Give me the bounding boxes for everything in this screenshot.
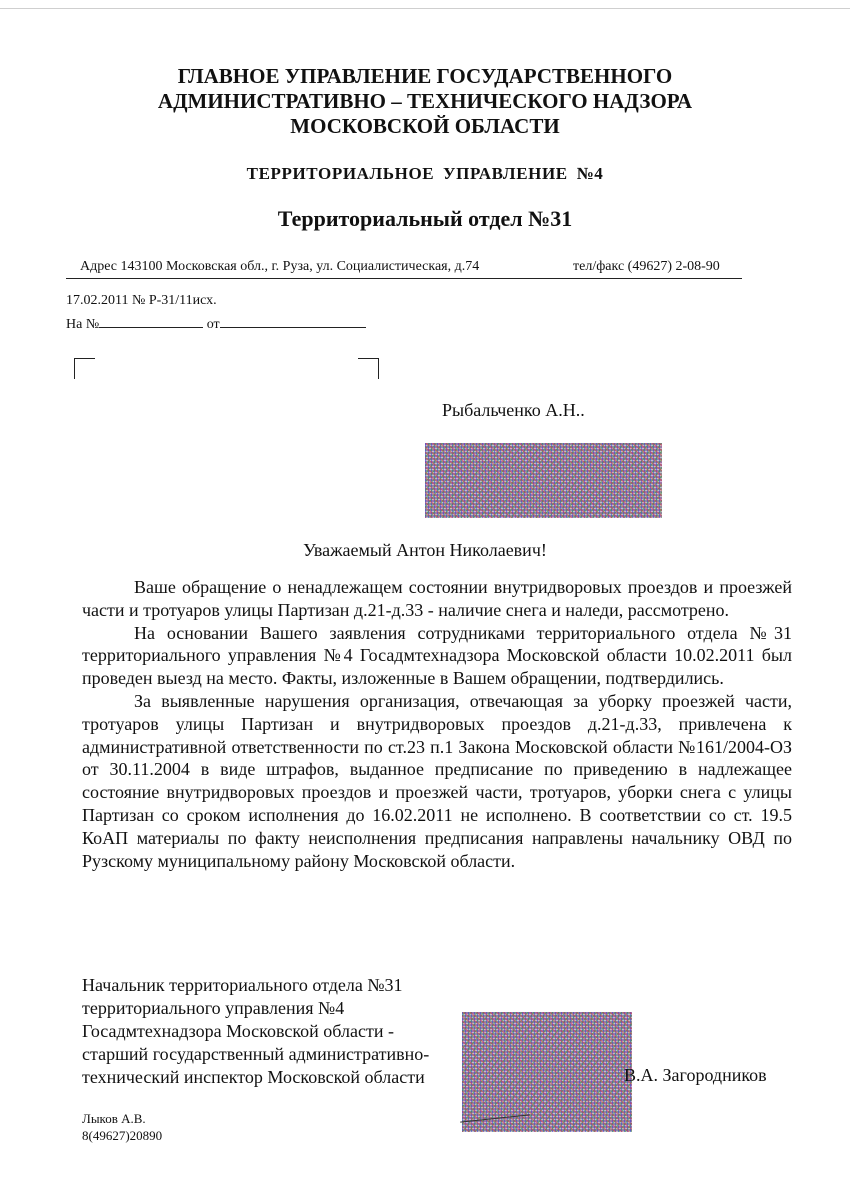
reference-date-blank [220, 314, 366, 328]
redacted-recipient-address [425, 443, 662, 518]
body-paragraph-3: За выявленные нарушения организация, отвечающая за уборку проезжей части, тротуаров улицы Партизан и внутридворовых проездов д.21-д.33, привлечена к административной ответственности по ст.23 п.1 Закона Московской области №161/2004-ОЗ от 30.11.2004 в виде штрафов, выданное предписание по приведению в надлежащее состояние внутридворовых проездов и проезжей части, тротуаров, уборки снега с улицы Партизан со сроком исполнения до 16.02.2011 не исполнено. В соответствии со ст. 19.5 КоАП материалы по факту неисполнения предписания направлены начальнику ОВД по Рузскому муниципальному району Московской области. [82, 690, 792, 871]
address-line: Адрес 143100 Московская обл., г. Руза, ул. Социалистическая, д.74 [80, 259, 480, 274]
address-block-corner-right [358, 358, 379, 379]
reference-prefix: На № [66, 317, 100, 332]
scan-top-edge [0, 8, 850, 9]
body-paragraph-1: Ваше обращение о ненадлежащем состоянии внутридворовых проездов и проезжей части и тротуаров улицы Партизан д.21-д.33 - наличие снега и наледи, рассмотрено. [82, 577, 792, 620]
body-paragraph-2: На основании Вашего заявления сотрудниками территориального отдела №31 территориального управления №4 Госадмтехнадзора Московской области 10.02.2011 был проведен выезд на место. Факты, изложенные в Вашем обращении, подтвердились. [82, 622, 792, 689]
signature-position-line-3: Госадмтехнадзора Московской области - [82, 1021, 394, 1041]
signer-name: В.А. Загородников [624, 1065, 767, 1085]
redacted-signature [462, 1012, 632, 1132]
executor-phone: 8(49627)20890 [82, 1128, 163, 1143]
executor-name: Лыков А.В. [82, 1111, 146, 1126]
letter-body [82, 576, 792, 872]
department-title: Территориальный отдел №31 [277, 206, 573, 231]
signature-block [82, 974, 429, 1089]
phone-fax: тел/факс (49627) 2-08-90 [573, 259, 720, 274]
reference-number-blank [99, 314, 203, 328]
territorial-directorate: ТЕРРИТОРИАЛЬНОЕ УПРАВЛЕНИЕ №4 [246, 164, 604, 183]
address-block-corner-left [74, 358, 95, 379]
recipient-name: Рыбальченко А.Н.. [442, 400, 585, 420]
greeting: Уважаемый Антон Николаевич! [303, 540, 547, 560]
signature-position-line-5: технический инспектор Московской области [82, 1067, 425, 1087]
signature-position-line-4: старший государственный административно- [82, 1044, 430, 1064]
organization-title-line-2: АДМИНИСТРАТИВНО – ТЕХНИЧЕСКОГО НАДЗОРА [157, 89, 693, 113]
outgoing-number: 17.02.2011 № Р-31/11исх. [66, 293, 217, 308]
signature-position-line-1: Начальник территориального отдела №31 [82, 975, 403, 995]
signature-position-line-2: территориального управления №4 [82, 998, 345, 1018]
organization-title [0, 64, 850, 139]
organization-title-line-1: ГЛАВНОЕ УПРАВЛЕНИЕ ГОСУДАРСТВЕННОГО [177, 64, 673, 88]
organization-title-line-3: МОСКОВСКОЙ ОБЛАСТИ [290, 114, 560, 138]
reference-line [66, 314, 366, 333]
reference-from-label: от [206, 317, 220, 332]
executor-block [82, 1110, 162, 1144]
address-underline [66, 278, 742, 279]
